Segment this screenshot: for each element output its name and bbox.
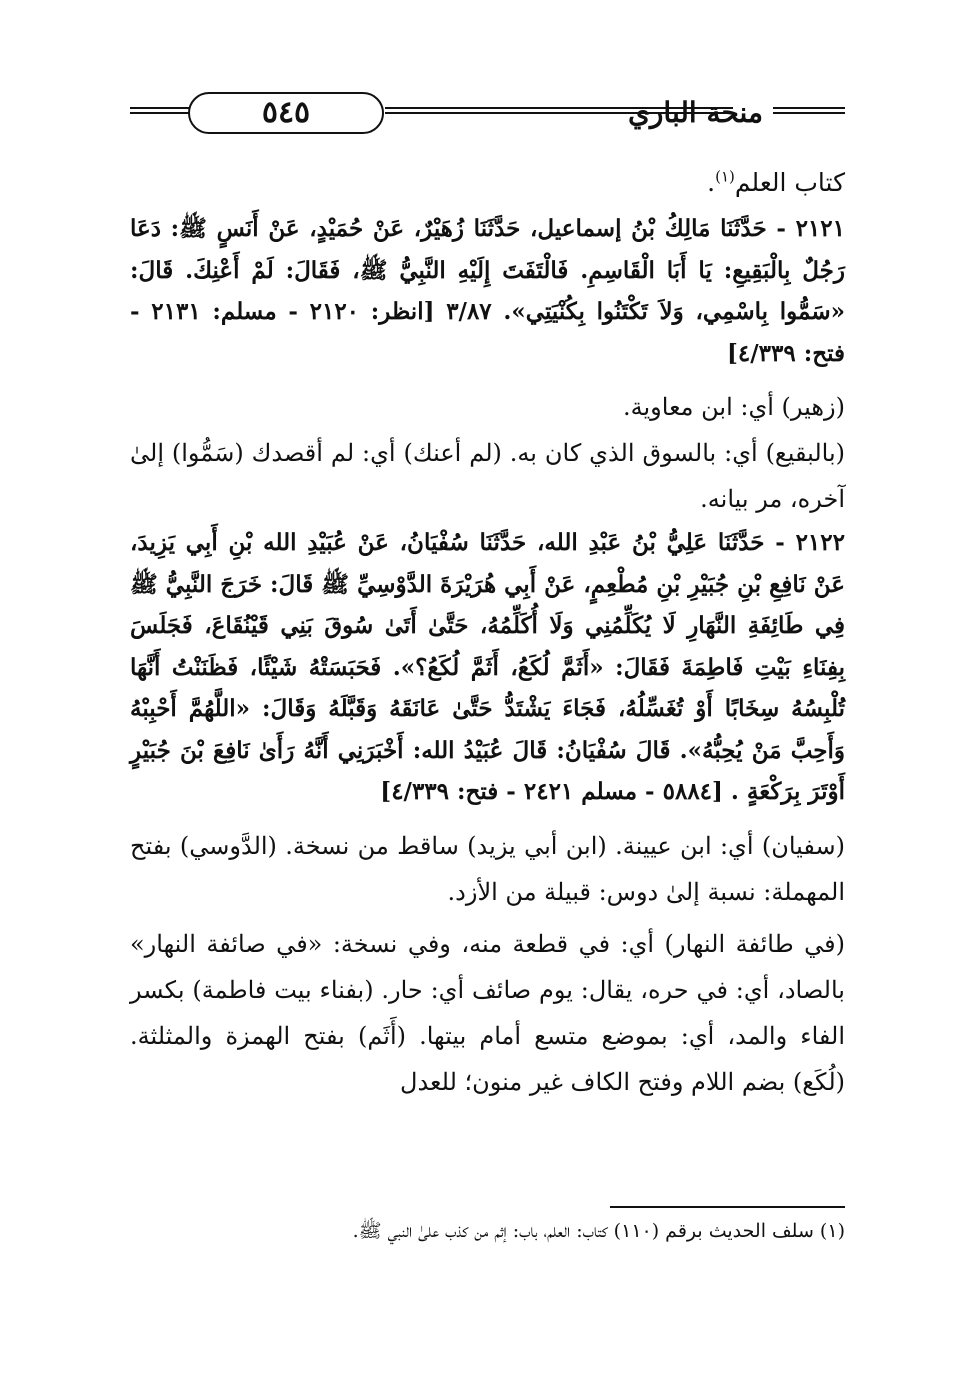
commentary-paragraph: (زهير) أي: ابن معاوية. bbox=[622, 393, 845, 421]
page-number: ٥٤٥ bbox=[188, 92, 384, 134]
commentary-paragraph: (بالبقيع) أي: بالسوق الذي كان به. (لم أعنك) أي: لم أقصدك (سَمُّوا) إلىٰ آخره، مر بيانه. bbox=[130, 439, 845, 513]
running-title: منحة الباري bbox=[627, 96, 763, 129]
hadith-2121: ٢١٢١ - حَدَّثَنَا مَالِكُ بْنُ إسماعيل، حَدَّثَنَا زُهَيْرٌ، عَنْ حُمَيْدٍ، عَنْ أَنَسٍ ﷺ: دَعَا رَجُلٌ بِالْبَقِيعِ: يَا أَبَا الْقَاسِمِ. فَالْتَفَتَ إِلَيْهِ النَّبِيُّ ﷺ، فَقَالَ: لَمْ أَعْنِكَ. قَالَ: «سَمُّوا بِاسْمِي، وَلاَ تَكْتَنُوا بِكُنْيَتِي». ٣/٨٧ [انظر: ٢١٢٠ - مسلم: ٢١٣١ - فتح: ٤/٣٣٩] bbox=[130, 215, 845, 367]
footnote: (١) سلف الحديث برقم (١١٠) كتاب: العلم، باب: إثم من كذب علىٰ النبي ﷺ. bbox=[352, 1220, 845, 1242]
main-text bbox=[130, 160, 845, 1105]
header-rule-right bbox=[773, 107, 845, 119]
header-rule-left bbox=[130, 107, 190, 119]
commentary-paragraph: (في طائفة النهار) أي: في قطعة منه، وفي نسخة: «في صائفة النهار» بالصاد، أي: في حره، يقال: يوم صائف أي: حار. (بفناء بيت فاطمة) بكسر الفاء والمد، أي: بموضع متسع أمام بيتها. (أَثَم) بفتح الهمزة والمثلثة. (لُكَع) بضم اللام وفتح الكاف غير منون؛ للعدل bbox=[130, 929, 845, 1096]
footnote-ref: (١) bbox=[715, 167, 735, 186]
footnote-separator bbox=[610, 1206, 845, 1208]
hadith-2122: ٢١٢٢ - حَدَّثَنَا عَلِيُّ بْنُ عَبْدِ الله، حَدَّثَنَا سُفْيَانُ، عَنْ عُبَيْدِ الله بْنِ أَبِي يَزِيدَ، عَنْ نَافِعِ بْنِ جُبَيْرِ بْنِ مُطْعِمٍ، عَنْ أَبِي هُرَيْرَةَ الدَّوْسِيِّ ﷺ قَالَ: خَرَجَ النَّبِيُّ ﷺ فِي طَائِفَةِ النَّهَارِ لَا يُكَلِّمُنِي وَلَا أُكَلِّمُهُ، حَتَّىٰ أَتَىٰ سُوقَ بَنِي قَيْنُقَاعَ، فَجَلَسَ بِفِنَاءِ بَيْتِ فَاطِمَةَ فَقَالَ: «أَثَمَّ لُكَعُ، أَثَمَّ لُكَعُ؟». فَحَبَسَتْهُ شَيْئًا، فَظَنَنْتُ أَنَّهَا تُلْبِسُهُ سِخَابًا أَوْ تُغَسِّلُهُ، فَجَاءَ يَشْتَدُّ حَتَّىٰ عَانَقَهُ وَقَبَّلَهُ وَقَالَ: «اللَّهُمَّ أَحْبِبْهُ وَأَحِبَّ مَنْ يُحِبُّهُ». قَالَ سُفْيَانُ: قَالَ عُبَيْدُ الله: أَخْبَرَنِي أَنَّهُ رَأَىٰ نَافِعَ بْنَ جُبَيْرٍ أَوْتَرَ بِرَكْعَةٍ . [٥٨٨٤ - مسلم ٢٤٢١ - فتح: ٤/٣٣٩] bbox=[130, 529, 845, 805]
commentary-paragraph: (سفيان) أي: ابن عيينة. (ابن أبي يزيد) ساقط من نسخة. (الدَّوسي) بفتح المهملة: نسبة إلىٰ دوس: قبيلة من الأزد. bbox=[130, 831, 845, 906]
page-header bbox=[130, 88, 845, 140]
chapter-title-text: كتاب العلم bbox=[734, 168, 845, 197]
chapter-title: كتاب العلم$^{(١)}$. bbox=[707, 167, 845, 197]
